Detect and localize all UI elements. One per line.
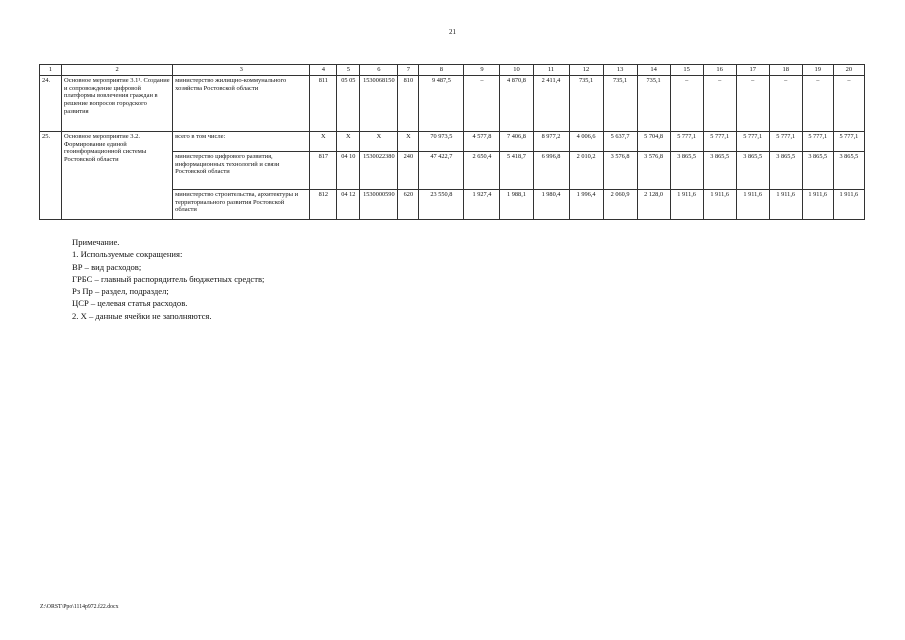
column-header: 15 [670, 65, 703, 76]
value-cell: 5 637,7 [603, 131, 637, 151]
value-cell: – [769, 75, 802, 131]
activity-name: Основное мероприятие 3.2. Формирование единой геоинформационной системы Ростовской области [62, 131, 173, 219]
column-header: 18 [769, 65, 802, 76]
value-cell: – [736, 75, 769, 131]
value-cell: 8 977,2 [533, 131, 569, 151]
grbs-cell: 817 [310, 151, 337, 189]
value-cell: 735,1 [569, 75, 603, 131]
value-cell: 3 865,5 [769, 151, 802, 189]
rzpr-cell: Х [337, 131, 360, 151]
value-cell: – [833, 75, 864, 131]
note-line: 1. Используемые сокращения: [72, 249, 183, 260]
responsible-org: министерство цифрового развития, информационных технологий и связи Ростовской области [173, 151, 310, 189]
value-cell: 735,1 [603, 75, 637, 131]
note-line: ГРБС – главный распорядитель бюджетных средств; [72, 273, 265, 284]
value-cell: 2 650,4 [464, 151, 500, 189]
value-cell: 1 911,6 [769, 189, 802, 219]
header-row [40, 65, 865, 76]
column-header: 3 [173, 65, 310, 76]
value-cell: 1 911,6 [802, 189, 833, 219]
value-cell: 1 911,6 [833, 189, 864, 219]
value-cell: 2 010,2 [569, 151, 603, 189]
value-cell: 2 128,0 [637, 189, 670, 219]
table-row [40, 131, 865, 151]
value-cell: 1 911,6 [736, 189, 769, 219]
column-header: 6 [360, 65, 398, 76]
value-cell: 5 704,8 [637, 131, 670, 151]
value-cell: 3 865,5 [703, 151, 736, 189]
csr-cell: 1530022380 [360, 151, 398, 189]
value-cell: – [802, 75, 833, 131]
value-cell: 3 865,5 [736, 151, 769, 189]
grbs-cell: 812 [310, 189, 337, 219]
vr-cell: Х [398, 131, 419, 151]
value-cell: 47 422,7 [419, 151, 464, 189]
value-cell: 70 973,5 [419, 131, 464, 151]
grbs-cell: 811 [310, 75, 337, 131]
responsible-org: всего в том числе: [173, 131, 310, 151]
column-header: 14 [637, 65, 670, 76]
column-header: 5 [337, 65, 360, 76]
value-cell: 6 996,8 [533, 151, 569, 189]
column-header: 12 [569, 65, 603, 76]
column-header: 17 [736, 65, 769, 76]
value-cell: 2 411,4 [533, 75, 569, 131]
rzpr-cell: 04 10 [337, 151, 360, 189]
value-cell: 23 550,8 [419, 189, 464, 219]
value-cell: – [670, 75, 703, 131]
note-line: Рз Пр – раздел, подраздел; [72, 286, 169, 297]
value-cell: 4 006,6 [569, 131, 603, 151]
column-header: 2 [62, 65, 173, 76]
value-cell: 5 777,1 [802, 131, 833, 151]
column-header: 20 [833, 65, 864, 76]
value-cell: 4 577,8 [464, 131, 500, 151]
value-cell: 5 777,1 [833, 131, 864, 151]
csr-cell: 1530068150 [360, 75, 398, 131]
footer-file-path: Z:\ORST\Ppo\1114p972.f22.docx [40, 604, 119, 610]
value-cell: 5 777,1 [703, 131, 736, 151]
responsible-org: министерство строительства, архитектуры и территориального развития Ростовской области [173, 189, 310, 219]
value-cell: 1 996,4 [569, 189, 603, 219]
value-cell: 1 911,6 [670, 189, 703, 219]
value-cell: 1 927,4 [464, 189, 500, 219]
value-cell: 3 865,5 [802, 151, 833, 189]
value-cell: 1 911,6 [703, 189, 736, 219]
value-cell: 9 487,5 [419, 75, 464, 131]
csr-cell: Х [360, 131, 398, 151]
budget-table [39, 64, 865, 220]
page-number: 21 [449, 28, 456, 36]
value-cell: 1 980,4 [533, 189, 569, 219]
vr-cell: 810 [398, 75, 419, 131]
value-cell: 5 777,1 [769, 131, 802, 151]
value-cell: 3 576,8 [637, 151, 670, 189]
rzpr-cell: 04 12 [337, 189, 360, 219]
column-header: 11 [533, 65, 569, 76]
column-header: 9 [464, 65, 500, 76]
column-header: 1 [40, 65, 62, 76]
value-cell: 3 865,5 [670, 151, 703, 189]
csr-cell: 1530000590 [360, 189, 398, 219]
table-row [40, 75, 865, 131]
responsible-org: министерство жилищно-коммунального хозяйства Ростовской области [173, 75, 310, 131]
value-cell: 4 870,8 [500, 75, 533, 131]
value-cell: 1 988,1 [500, 189, 533, 219]
value-cell: – [703, 75, 736, 131]
column-header: 4 [310, 65, 337, 76]
note-line: ЦСР – целевая статья расходов. [72, 298, 188, 309]
column-header: 16 [703, 65, 736, 76]
value-cell: – [464, 75, 500, 131]
value-cell: 735,1 [637, 75, 670, 131]
value-cell: 5 777,1 [670, 131, 703, 151]
activity-name: Основное мероприятие 3.1¹. Создание и сопровождение цифровой платформы вовлечения граждан в решение вопросов городского развития [62, 75, 173, 131]
column-header: 7 [398, 65, 419, 76]
note-line: ВР – вид расходов; [72, 261, 142, 272]
grbs-cell: Х [310, 131, 337, 151]
row-number: 25. [40, 131, 62, 219]
value-cell: 5 777,1 [736, 131, 769, 151]
row-number: 24. [40, 75, 62, 131]
value-cell: 3 576,8 [603, 151, 637, 189]
column-header: 19 [802, 65, 833, 76]
rzpr-cell: 05 05 [337, 75, 360, 131]
column-header: 8 [419, 65, 464, 76]
column-header: 13 [603, 65, 637, 76]
value-cell: 2 060,9 [603, 189, 637, 219]
column-header: 10 [500, 65, 533, 76]
value-cell: 5 418,7 [500, 151, 533, 189]
notes-section [72, 236, 264, 322]
vr-cell: 240 [398, 151, 419, 189]
notes-title: Примечание. [72, 237, 120, 247]
note-line: 2. Х – данные ячейки не заполняются. [72, 310, 212, 321]
value-cell: 7 406,8 [500, 131, 533, 151]
vr-cell: 620 [398, 189, 419, 219]
value-cell: 3 865,5 [833, 151, 864, 189]
